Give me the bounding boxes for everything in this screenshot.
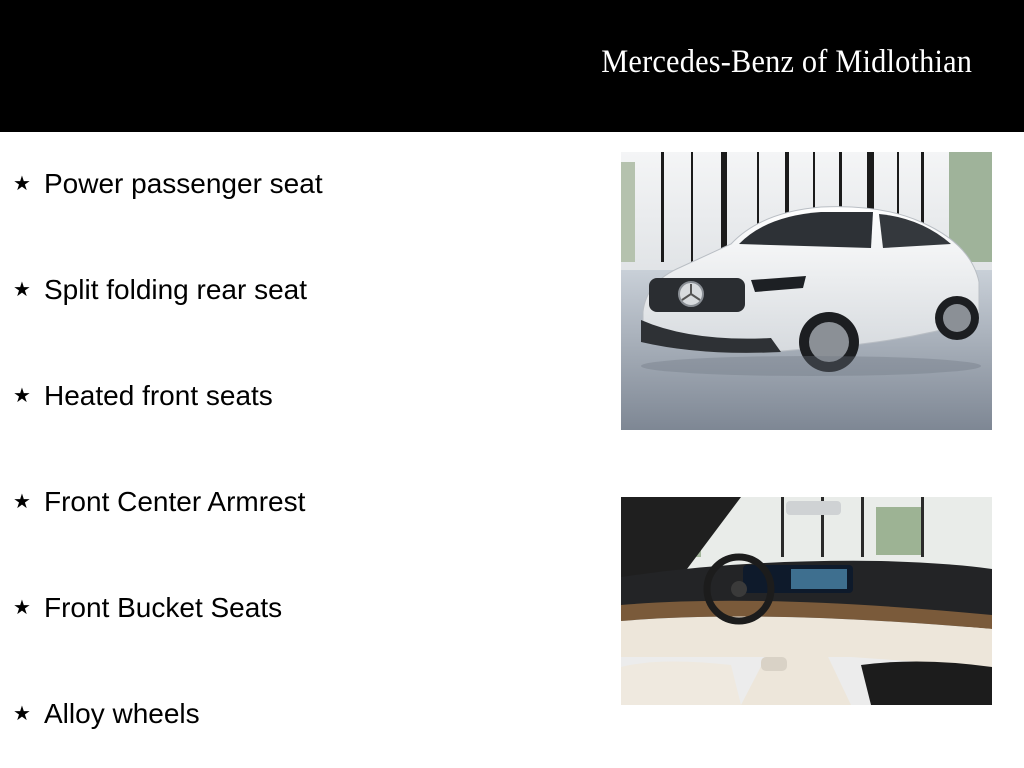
feature-item (12, 376, 273, 416)
exterior-photo (621, 152, 992, 430)
feature-label: Split folding rear seat (44, 274, 308, 305)
feature-label: Power passenger seat (44, 168, 323, 199)
feature-item (12, 694, 200, 734)
exterior-car-illustration (621, 152, 992, 430)
interior-cabin-illustration (621, 497, 992, 705)
star-icon: ★ (13, 597, 31, 619)
feature-label: Front Bucket Seats (44, 592, 283, 623)
feature-item (12, 270, 307, 310)
feature-item (12, 164, 323, 204)
star-icon: ★ (13, 279, 31, 301)
star-icon: ★ (13, 173, 31, 195)
dealer-name: Mercedes-Benz of Midlothian (601, 44, 972, 80)
star-icon: ★ (13, 385, 31, 407)
header-bar (0, 0, 1024, 132)
feature-item (12, 482, 305, 522)
feature-label: Front Center Armrest (44, 486, 306, 517)
feature-item (12, 588, 282, 628)
interior-photo (621, 497, 992, 705)
star-icon: ★ (13, 491, 31, 513)
star-icon: ★ (13, 703, 31, 725)
feature-label: Alloy wheels (44, 698, 200, 729)
feature-label: Heated front seats (44, 380, 273, 411)
